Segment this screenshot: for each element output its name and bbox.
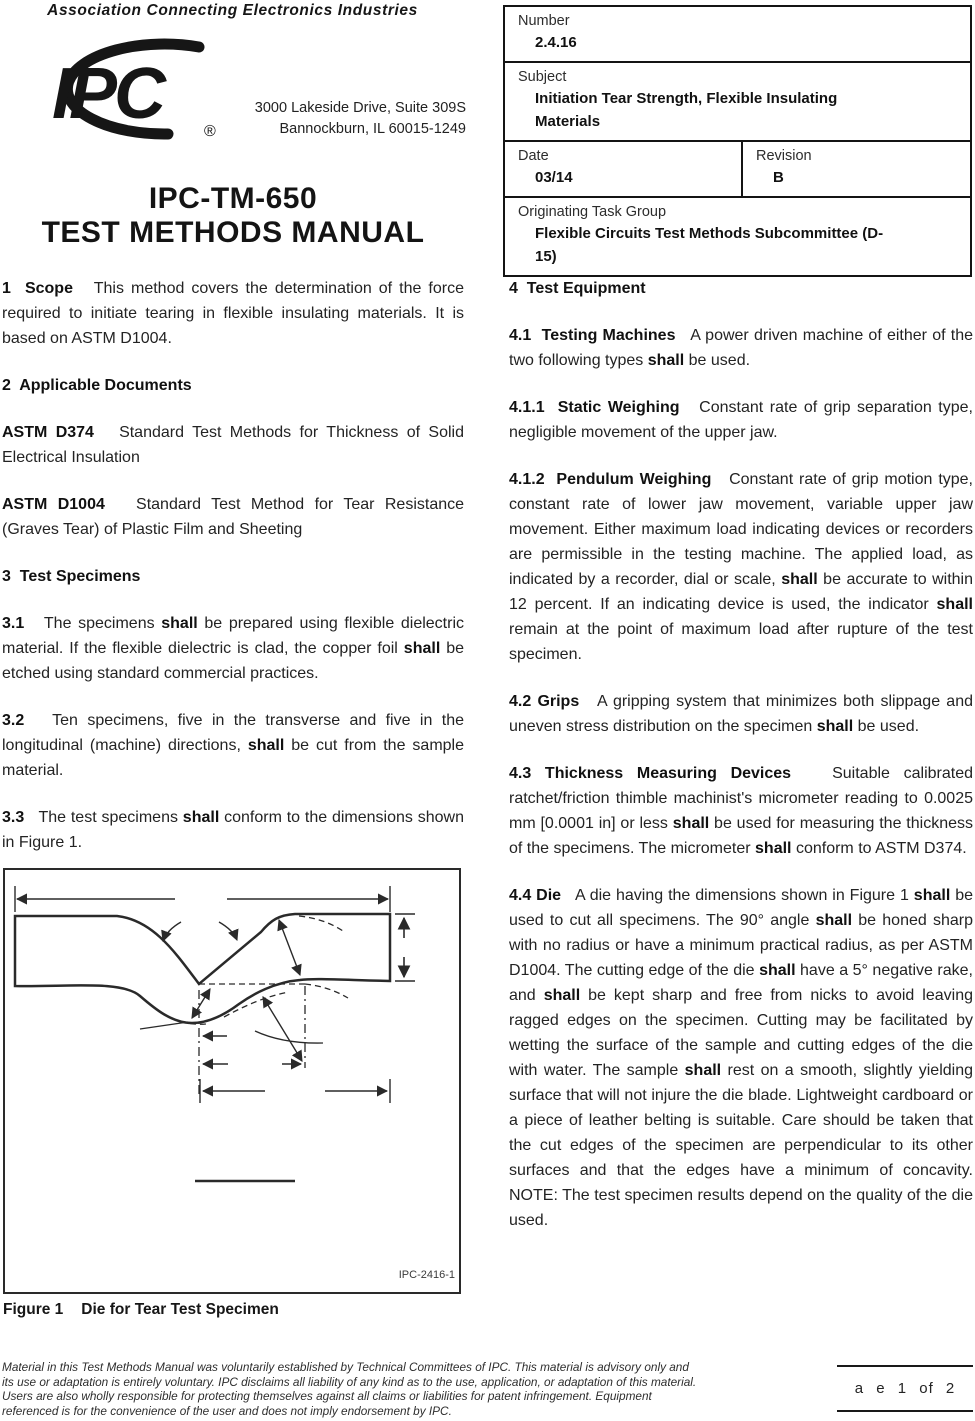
figure-caption-label: Figure 1 — [3, 1301, 64, 1318]
info-row-date-revision — [505, 140, 970, 196]
address-line-2: Bannockburn, IL 60015-1249 — [279, 121, 466, 137]
paragraph: 4.1 Testing Machines A power driven machine of either of the two following types shall be used. — [509, 327, 973, 369]
address-block — [240, 98, 466, 140]
leader-line — [140, 1022, 188, 1029]
left-column — [2, 276, 464, 877]
date-value: 03/14 — [535, 169, 573, 186]
manual-title-line-1: IPC-TM-650 — [148, 182, 318, 215]
manual-title — [0, 182, 466, 250]
die-outline — [15, 914, 390, 1023]
ipc-logo-graphic — [2, 32, 240, 142]
figure-1-box — [3, 868, 461, 1294]
dashed-curve — [299, 916, 343, 931]
subject-label: Subject — [518, 69, 567, 85]
revision-value: B — [773, 169, 784, 186]
leader-curve — [255, 1031, 323, 1043]
logo-wordmark: IPC — [52, 54, 164, 134]
info-row-task-group — [505, 196, 970, 275]
info-row-number — [505, 7, 970, 61]
date-label: Date — [518, 148, 549, 164]
paragraph: 2 Applicable Documents — [2, 377, 192, 394]
angle-arrow-right — [219, 922, 237, 940]
paragraph: 4.4 Die A die having the dimensions shown in Figure 1 shall be used to cut all specimens. The 90° angle shall be honed sharp with no radius or have a minimum practical radius, as per ASTM D1004. The cutting edge of the die shall have a 5° negative rake, and shall be kept sharp and free from nicks to avoid leaving ragged edges on the specimen. Cutting may be facilitated by wetting the surface of the sample and cutting edges of the die with water. The sample shall rest on a smooth, slightly yielding surface that will not injure the die blade. Lightweight cardboard or a piece of leather belting is suitable. Care should be taken that the cut edges of the specimen are perpendicular to its other surfaces and that the edges have a minimum of concavity. NOTE: The test specimen results depend on the quality of the die used. — [509, 887, 974, 1229]
revision-label: Revision — [756, 148, 812, 164]
paragraph: 4.1.1 Static Weighing Constant rate of grip separation type, negligible movement of the upper jaw. — [509, 399, 973, 441]
page-indicator: a e 1 of 2 — [837, 1365, 973, 1412]
paragraph: 4.2 Grips A gripping system that minimizes both slippage and uneven stress distribution on the specimen shall be used. — [509, 693, 973, 735]
task-group-value: Flexible Circuits Test Methods Subcommittee (D-15) — [535, 225, 884, 265]
right-column — [509, 276, 973, 1255]
paragraph: 3 Test Specimens — [2, 568, 141, 585]
date-cell — [505, 142, 743, 196]
dashed-curve — [224, 992, 289, 1017]
angle-arrow-left — [163, 922, 181, 941]
paragraph: 3.1 The specimens shall be prepared using flexible dielectric material. If the flexible dielectric is clad, the copper foil shall be etched using standard commercial practices. — [2, 615, 465, 682]
dashed-curve — [305, 984, 348, 998]
association-tagline: Association Connecting Electronics Industries — [47, 2, 418, 19]
document-info-table — [503, 5, 972, 277]
info-row-subject — [505, 61, 970, 140]
figure-drawing-code: IPC-2416-1 — [398, 1269, 455, 1281]
figure-caption-text: Die for Tear Test Specimen — [81, 1301, 279, 1318]
number-label: Number — [518, 13, 570, 29]
paragraph: 3.2 Ten specimens, five in the transverse and five in the longitudinal (machine) directions, shall be cut from the sample material. — [2, 712, 464, 779]
registered-mark: ® — [204, 123, 216, 140]
paragraph: ASTM D374 Standard Test Methods for Thickness of Solid Electrical Insulation — [2, 424, 464, 466]
diagonal-dim — [279, 920, 300, 975]
die-drawing — [5, 870, 459, 1292]
diagonal-dim-lower — [263, 997, 302, 1061]
figure-caption — [3, 1301, 465, 1319]
number-value: 2.4.16 — [535, 34, 577, 51]
revision-cell — [743, 142, 970, 196]
ipc-logo — [2, 32, 240, 142]
paragraph: 1 Scope This method covers the determination of the force required to initiate tearing in flexible insulating materials. It is based on ASTM D1004. — [2, 280, 464, 347]
subject-value: Initiation Tear Strength, Flexible Insulating Materials — [535, 90, 838, 130]
paragraph: 3.3 The test specimens shall conform to the dimensions shown in Figure 1. — [2, 809, 464, 851]
address-line-1: 3000 Lakeside Drive, Suite 309S — [254, 100, 466, 116]
manual-title-line-2: TEST METHODS MANUAL — [41, 216, 425, 249]
task-group-label: Originating Task Group — [518, 204, 667, 220]
paragraph: ASTM D1004 Standard Test Method for Tear Resistance (Graves Tear) of Plastic Film and Sheeting — [2, 496, 465, 538]
paragraph: 4.1.2 Pendulum Weighing Constant rate of grip motion type, constant rate of lower jaw movement, variable upper jaw movement. Either maximum load indicating devices or recorders are permissible in the testing machine. The applied load, as indicated by a recorder, dial or scale, shall be accurate to within 12 percent. If an indicating device is used, the indicator shall remain at the point of maximum load after rupture of the test specimen. — [509, 471, 974, 663]
paragraph: 4.3 Thickness Measuring Devices Suitable calibrated ratchet/friction thimble machinist's micrometer reading to 0.0025 mm [0.0001 in] or less shall be used for measuring the thickness of the specimens. The micrometer shall conform to ASTM D374. — [509, 765, 974, 857]
footer-disclaimer: Material in this Test Methods Manual was voluntarily established by Technical Committees of IPC. This material is advisory only and its use or adaptation is entirely voluntary. IPC disclaims all liability of any kind as to the use, application, or adaptation of this material. Users are also wholly responsible for protecting themselves against all claims or liabilities for patent infringement. Equipment referenced is for the convenience of the user and does not imply endorsement by IPC. — [2, 1360, 697, 1418]
vertex-dim — [192, 989, 210, 1018]
paragraph: 4 Test Equipment — [509, 280, 646, 297]
